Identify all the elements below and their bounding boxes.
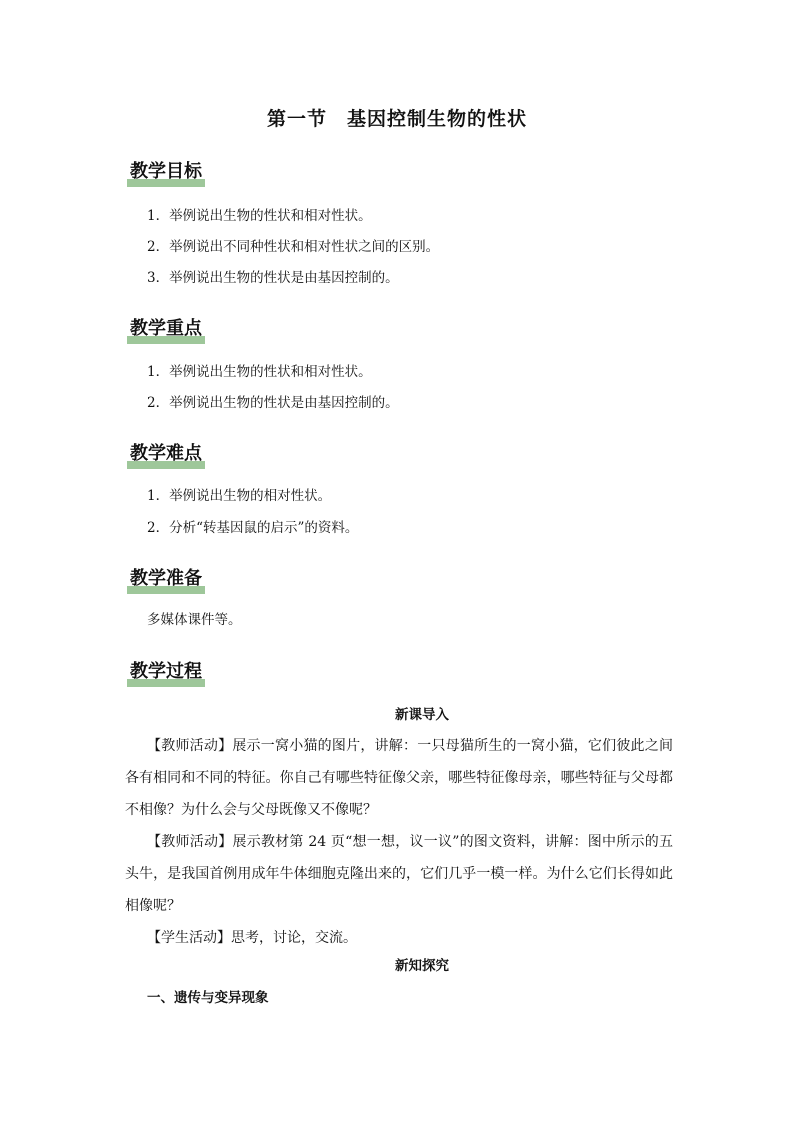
section-heading-key-points (127, 317, 205, 341)
subsection-heading-1: 一、遗传与变异现象 (147, 990, 269, 1006)
preparation-item-1: 多媒体课件等。 (147, 612, 242, 628)
process-paragraph-3: 【学生活动】思考，讨论，交流。 (147, 930, 357, 946)
explore-heading: 新知探究 (395, 958, 449, 974)
process-paragraph-2: 【教师活动】展示教材第 24 页“想一想，议一议”的图文资料，讲解：图中所示的五头牛，是我国首例用成年牛体细胞克隆出来的，它们几乎一模一样。为什么它们长得如此相像呢？ (125, 834, 673, 914)
page-title: 第一节 基因控制生物的性状 (266, 108, 527, 130)
goal-item-1: 1．举例说出生物的性状和相对性状。 (147, 208, 372, 224)
intro-heading: 新课导入 (395, 707, 449, 723)
section-heading-goals (127, 160, 205, 184)
section-heading-process-text: 教学过程 (130, 661, 202, 682)
difficulty-item-1: 1．举例说出生物的相对性状。 (147, 488, 332, 504)
key-point-item-1: 1．举例说出生物的性状和相对性状。 (147, 364, 372, 380)
process-paragraph-1: 【教师活动】展示一窝小猫的图片，讲解：一只母猫所生的一窝小猫，它们彼此之间各有相同和不同的特征。你自己有哪些特征像父亲，哪些特征像母亲，哪些特征与父母都不相像？为什么会与父母既像又不像呢？ (125, 738, 673, 818)
section-heading-difficulties (127, 442, 205, 466)
section-heading-preparation (127, 567, 205, 591)
section-heading-difficulties-text: 教学难点 (130, 443, 202, 464)
section-heading-process (127, 660, 205, 684)
goal-item-3: 3．举例说出生物的性状是由基因控制的。 (147, 270, 399, 286)
difficulty-item-2: 2．分析“转基因鼠的启示”的资料。 (147, 520, 359, 536)
section-heading-key-points-text: 教学重点 (130, 318, 202, 339)
goal-item-2: 2．举例说出不同种性状和相对性状之间的区别。 (147, 239, 440, 255)
section-heading-goals-text: 教学目标 (130, 161, 202, 182)
section-heading-preparation-text: 教学准备 (130, 568, 202, 589)
key-point-item-2: 2．举例说出生物的性状是由基因控制的。 (147, 395, 399, 411)
